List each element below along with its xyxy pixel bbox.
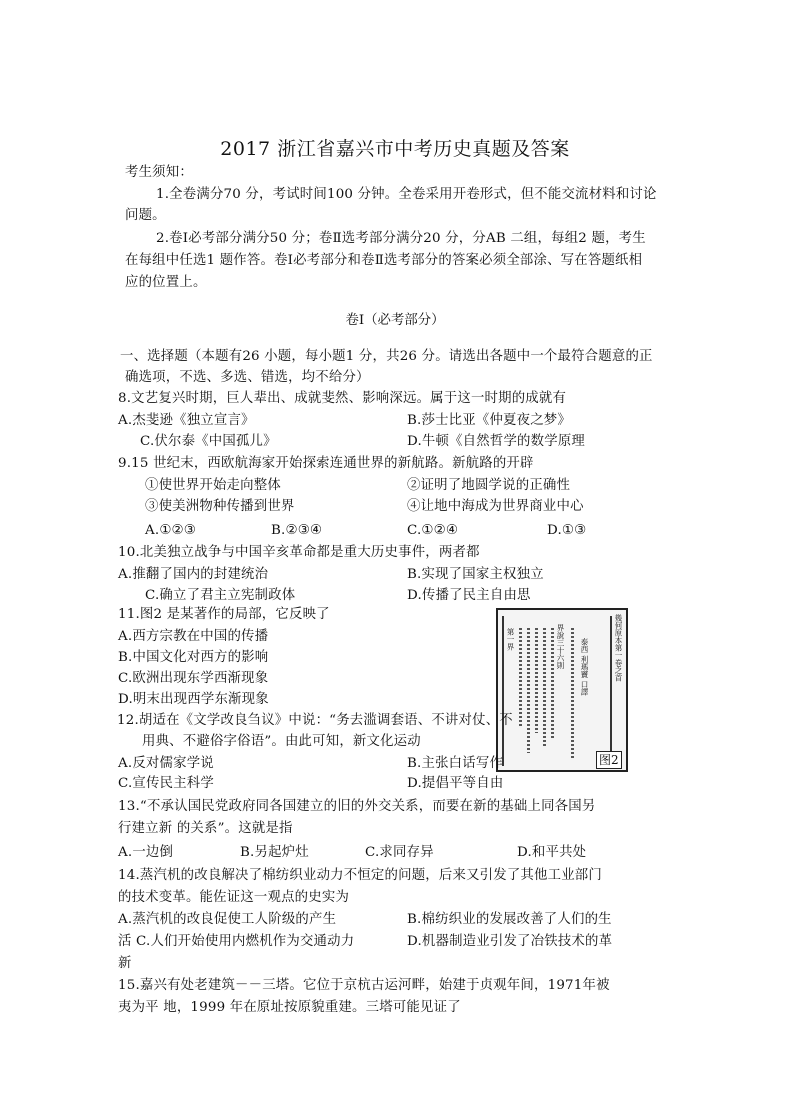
question-13-option-b: B.另起炉灶 bbox=[240, 845, 309, 860]
question-8-option-a: A.杰斐逊《独立宣言》 bbox=[118, 413, 255, 428]
figure-2-book-page bbox=[496, 608, 628, 772]
page-title: 2017 浙江省嘉兴市中考历史真题及答案 bbox=[220, 138, 570, 160]
question-14-option-a: A.蒸汽机的改良促使工人阶级的产生 bbox=[118, 912, 337, 927]
notice-item-2-cont2: 应的位置上。 bbox=[125, 275, 207, 290]
notice-heading: 考生须知： bbox=[125, 165, 193, 180]
question-12-stem: 12.胡适在《文学改良刍议》中说：“务去滥调套语、不讲对仗、不 bbox=[117, 713, 513, 728]
figure-text-column bbox=[551, 628, 554, 738]
question-13-stem-cont: 行建立新 的关系”。这就是指 bbox=[118, 821, 293, 836]
question-15-stem-cont: 夷为平 地，1999 年在原址按原貌重建。三塔可能见证了 bbox=[118, 1000, 461, 1015]
notice-item-2: 2.卷Ⅰ必考部分满分50 分；卷Ⅱ选考部分满分20 分，分AB 二组，每组2 题，考生 bbox=[156, 231, 646, 246]
question-8-option-c: C.伏尔泰《中国孤儿》 bbox=[140, 434, 277, 449]
question-9-statement-2: ②证明了地圆学说的正确性 bbox=[407, 478, 571, 493]
notice-item-1: 1.全卷满分70 分，考试时间100 分钟。全卷采用开卷形式，但不能交流材料和讨论 bbox=[156, 187, 657, 202]
question-9-option-c: C.①②④ bbox=[407, 523, 459, 538]
question-9-stem: 9.15 世纪末，西欧航海家开始探索连通世界的新航路。新航路的开辟 bbox=[118, 456, 534, 471]
part-one-instructions-cont: 确选项，不选、多选、错选，均不给分） bbox=[125, 370, 370, 385]
figure-heading-1: 幾何原本第一卷之首 bbox=[614, 614, 623, 682]
question-9-option-b: B.②③④ bbox=[271, 523, 323, 538]
question-9-statement-3: ③使美洲物种传播到世界 bbox=[145, 499, 295, 514]
notice-item-2-cont: 在每组中任选1 题作答。卷Ⅰ必考部分和卷Ⅱ选考部分的答案必须全部涂、写在答题纸相 bbox=[125, 253, 643, 268]
part-one-instructions: 一、选择题（本题有26 小题，每小题1 分，共26 分。请选出各题中一个最符合题意的正 bbox=[120, 349, 653, 364]
question-13-option-d: D.和平共处 bbox=[517, 845, 587, 860]
question-9-statement-4: ④让地中海成为世界商业中心 bbox=[407, 499, 584, 514]
question-14-stem: 14.蒸汽机的改良解决了棉纺织业动力不恒定的问题，后来又引发了其他工业部门 bbox=[118, 868, 602, 883]
figure-rule bbox=[502, 616, 504, 766]
question-8-option-d: D.牛顿《自然哲学的数学原理 bbox=[407, 434, 586, 449]
question-11-option-c: C.欧洲出现东学西渐现象 bbox=[118, 671, 269, 686]
question-11-option-b: B.中国文化对西方的影响 bbox=[118, 650, 269, 665]
question-12-option-a: A.反对儒家学说 bbox=[118, 756, 214, 771]
figure-text-column bbox=[571, 628, 574, 758]
question-10-option-c: C.确立了君主立宪制政体 bbox=[145, 588, 296, 603]
question-12-option-c: C.宣传民主科学 bbox=[118, 776, 214, 791]
question-12-option-d: D.提倡平等自由 bbox=[407, 776, 504, 791]
question-15-stem: 15.嘉兴有处老建筑－－三塔。它位于京杭古运河畔，始建于贞观年间，1971年被 bbox=[118, 978, 610, 993]
figure-heading-3: 第一界 bbox=[506, 628, 515, 651]
figure-heading-4: 泰西 利瑪竇 口譯 bbox=[580, 638, 589, 696]
question-10-option-d: D.传播了民主自由思 bbox=[407, 588, 531, 603]
question-14-stem-cont: 的技术变革。能佐证这一观点的史实为 bbox=[118, 890, 350, 905]
question-14-wrap: 新 bbox=[118, 956, 132, 971]
figure-text-column bbox=[519, 628, 522, 728]
question-14-option-b: B.棉纺织业的发展改善了人们的生 bbox=[407, 912, 612, 927]
question-11-option-a: A.西方宗教在中国的传播 bbox=[118, 629, 269, 644]
section-heading: 卷Ⅰ（必考部分） bbox=[345, 313, 445, 328]
question-13-option-c: C.求同存异 bbox=[365, 845, 434, 860]
question-12-stem-cont: 用典、不避俗字俗语”。由此可知，新文化运动 bbox=[142, 734, 421, 749]
figure-rule bbox=[610, 616, 612, 766]
figure-text-column bbox=[543, 628, 546, 748]
question-11-stem: 11.图2 是某著作的局部，它反映了 bbox=[118, 607, 330, 622]
question-10-stem: 10.北美独立战争与中国辛亥革命都是重大历史事件，两者都 bbox=[118, 545, 480, 560]
figure-heading-2: 界說三十六則 bbox=[556, 624, 565, 669]
question-8-stem: 8.文艺复兴时期，巨人辈出、成就斐然、影响深远。属于这一时期的成就有 bbox=[118, 391, 567, 406]
question-11-option-d: D.明末出现西学东渐现象 bbox=[118, 692, 269, 707]
question-8-option-b: B.莎士比亚《仲夏夜之梦》 bbox=[407, 413, 571, 428]
figure-text-column bbox=[527, 628, 530, 753]
question-13-stem: 13.“不承认国民党政府同各国建立的旧的外交关系，而要在新的基础上同各国另 bbox=[118, 799, 596, 814]
question-14-option-d: D.机器制造业引发了冶铁技术的革 bbox=[407, 934, 613, 949]
question-13-option-a: A.一边倒 bbox=[118, 845, 174, 860]
question-10-option-a: A.推翻了国内的封建统治 bbox=[118, 567, 269, 582]
question-14-option-c: 活 C.人们开始使用内燃机作为交通动力 bbox=[118, 934, 355, 949]
question-9-option-a: A.①②③ bbox=[145, 523, 196, 538]
figure-2-label: 图2 bbox=[596, 751, 622, 769]
figure-text-column bbox=[535, 628, 538, 733]
notice-item-1-cont: 问题。 bbox=[125, 208, 166, 223]
question-10-option-b: B.实现了国家主权独立 bbox=[407, 567, 544, 582]
question-9-statement-1: ①使世界开始走向整体 bbox=[145, 478, 281, 493]
question-12-option-b: B.主张白话写作 bbox=[407, 756, 504, 771]
question-9-option-d: D.①③ bbox=[547, 523, 587, 538]
